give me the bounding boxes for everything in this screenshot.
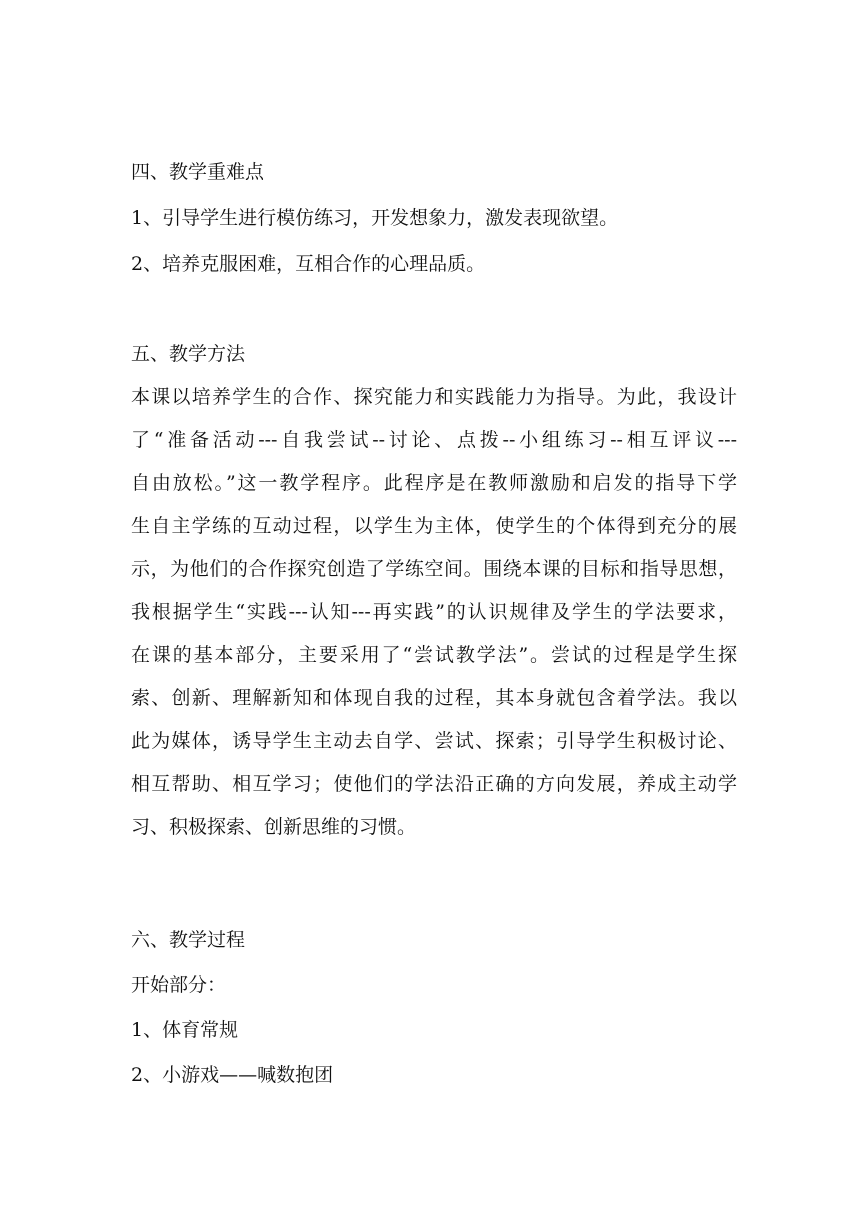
paragraph-line: 了“准备活动---自我尝试--讨论、点拨--小组练习--相互评议--- [131, 429, 737, 451]
paragraph-line: 习、积极探索、创新思维的习惯。 [131, 816, 417, 838]
paragraph-line: 索、创新、理解新知和体现自我的过程，其本身就包含着学法。我以 [131, 687, 737, 709]
paragraph-line: 生自主学练的互动过程，以学生为主体，使学生的个体得到充分的展 [131, 515, 737, 537]
paragraph-line: 示，为他们的合作探究创造了学练空间。围绕本课的目标和指导思想， [131, 558, 737, 580]
paragraph-line: 本课以培养学生的合作、探究能力和实践能力为指导。为此，我设计 [131, 386, 737, 408]
document-page [131, 0, 737, 1216]
section-heading: 四、教学重难点 [131, 161, 265, 183]
list-item: 1、体育常规 [131, 1019, 239, 1041]
paragraph-line: 相互帮助、相互学习；使他们的学法沿正确的方向发展，养成主动学 [131, 773, 737, 795]
paragraph-line: 此为媒体，诱导学生主动去自学、尝试、探索；引导学生积极讨论、 [131, 730, 737, 752]
subheading: 开始部分： [131, 974, 227, 996]
paragraph-line: 在课的基本部分，主要采用了“尝试教学法”。尝试的过程是学生探 [131, 644, 737, 666]
list-item: 1、引导学生进行模仿练习，开发想象力，激发表现欲望。 [131, 207, 619, 229]
paragraph-line: 我根据学生“实践---认知---再实践”的认识规律及学生的学法要求， [131, 601, 737, 623]
section-heading: 六、教学过程 [131, 929, 246, 951]
section-heading: 五、教学方法 [131, 343, 246, 365]
paragraph-line: 自由放松。”这一教学程序。此程序是在教师激励和启发的指导下学 [131, 472, 737, 494]
list-item: 2、小游戏——喊数抱团 [131, 1064, 334, 1086]
list-item: 2、培养克服困难，互相合作的心理品质。 [131, 253, 486, 275]
